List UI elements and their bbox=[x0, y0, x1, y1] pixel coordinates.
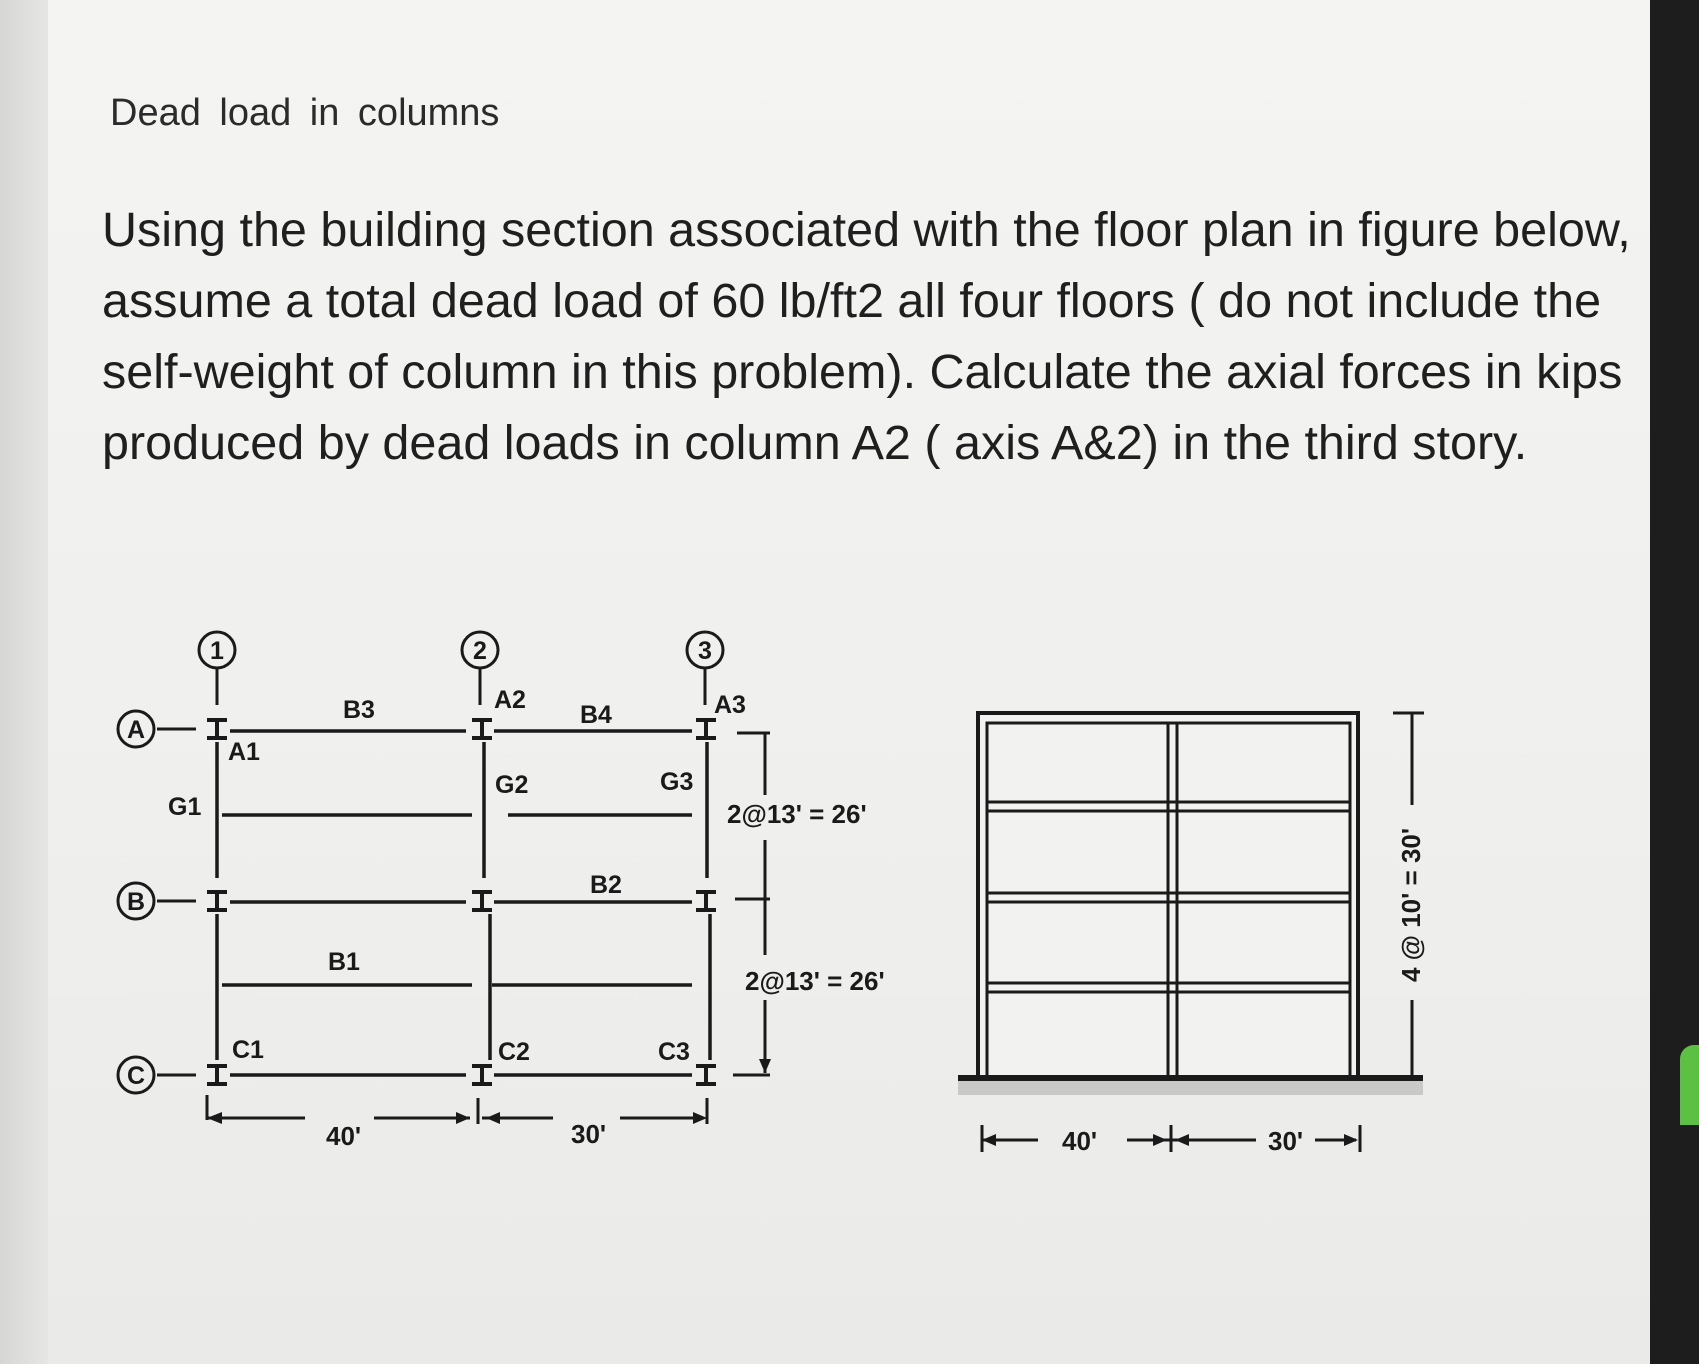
axis-bubble-1 bbox=[199, 632, 235, 668]
column-icon-b3 bbox=[696, 890, 716, 912]
dim-label-upper: 2@13' = 26' bbox=[727, 799, 867, 829]
girder-label-g2: G2 bbox=[495, 771, 529, 799]
page-title: Dead load in columns bbox=[110, 92, 500, 134]
floor-plan-labels bbox=[168, 686, 885, 1151]
axis-bubbles bbox=[118, 632, 723, 1093]
girder-label-g1: G1 bbox=[168, 793, 202, 821]
column-label-a3: A3 bbox=[714, 691, 746, 719]
beam-label-b4: B4 bbox=[580, 701, 612, 729]
beam-label-b2: B2 bbox=[590, 871, 622, 899]
axis-bubble-b bbox=[118, 883, 154, 919]
column-label-a1: A1 bbox=[228, 738, 260, 766]
building-section bbox=[958, 713, 1426, 1156]
column-label-c2: C2 bbox=[498, 1038, 530, 1066]
axis-label-c: C bbox=[126, 1062, 146, 1090]
column-label-c3: C3 bbox=[658, 1038, 690, 1066]
axis-label-1: 1 bbox=[210, 637, 224, 665]
beam-label-b1: B1 bbox=[328, 948, 360, 976]
axis-bubble-c bbox=[118, 1057, 154, 1093]
column-icon-b1 bbox=[207, 890, 227, 912]
column-icon-b2 bbox=[472, 890, 492, 912]
column-label-c1: C1 bbox=[232, 1036, 264, 1064]
column-icon-a2 bbox=[472, 718, 492, 740]
section-height-dim: 4 @ 10' = 30' bbox=[1396, 827, 1426, 983]
section-dim-30ft: 30' bbox=[1268, 1126, 1304, 1156]
column-icon-c1 bbox=[207, 1064, 227, 1086]
section-dim-40ft: 40' bbox=[1062, 1126, 1098, 1156]
column-icon-a1 bbox=[207, 718, 227, 740]
axis-label-2: 2 bbox=[473, 637, 487, 665]
column-label-a2: A2 bbox=[494, 686, 526, 714]
beam-label-b3: B3 bbox=[343, 696, 375, 724]
girder-label-g3: G3 bbox=[660, 768, 694, 796]
axis-bubble-a bbox=[118, 711, 154, 747]
dim-label-30ft: 30' bbox=[571, 1119, 607, 1149]
column-icon-a3 bbox=[696, 718, 716, 740]
dim-label-40ft: 40' bbox=[326, 1121, 362, 1151]
column-icon-c3 bbox=[696, 1064, 716, 1086]
axis-bubble-3 bbox=[687, 632, 723, 668]
problem-statement: Using the building section associated with the floor plan in figure below, assume a total dead load of 60 lb/ft2 all four floors ( do not include the self-weight of column in this problem). Calculate the axial forces in kips produced by dead loads in column A2 ( axis A&2) in the third story. bbox=[102, 203, 1631, 470]
axis-label-b: B bbox=[126, 888, 146, 916]
dim-label-lower: 2@13' = 26' bbox=[745, 966, 885, 996]
axis-label-3: 3 bbox=[698, 637, 712, 665]
column-icon-c2 bbox=[472, 1064, 492, 1086]
axis-bubble-2 bbox=[462, 632, 498, 668]
axis-label-a: A bbox=[126, 716, 146, 744]
